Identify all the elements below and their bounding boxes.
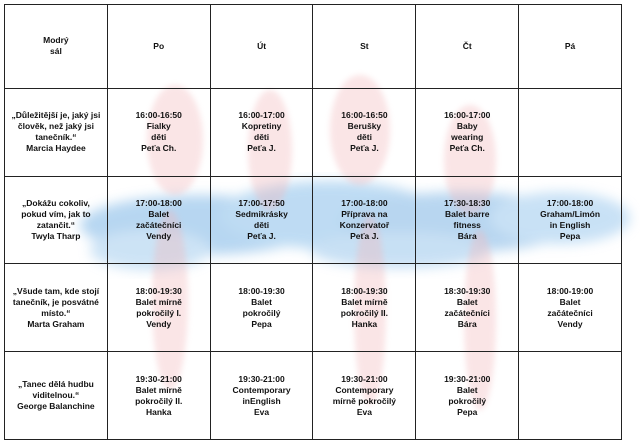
quote-line: tanečník.“: [35, 132, 77, 143]
quote-line: „Důležitější je, jaký jsi: [11, 110, 101, 121]
class-time: 18:00-19:00: [546, 285, 594, 296]
quote-author: Marcia Haydee: [26, 143, 86, 154]
class-level: pokročilý: [448, 395, 487, 406]
class-teacher: Vendy: [146, 318, 172, 329]
day-header-thu: Čt: [416, 5, 519, 89]
class-cell: [416, 352, 519, 440]
class-cell: [107, 176, 210, 264]
hall-name-line: sál: [50, 46, 62, 57]
class-cell: [313, 176, 416, 264]
class-level: děti: [254, 132, 270, 143]
class-teacher: Bára: [457, 230, 477, 241]
class-teacher: Bára: [457, 318, 477, 329]
quote-line: místo.“: [41, 307, 71, 318]
class-time: 17:00-18:00: [546, 197, 594, 208]
empty-cell: [519, 352, 622, 440]
class-cell: [210, 176, 313, 264]
class-name: Fialky: [146, 121, 171, 132]
class-level: pokročilý: [242, 307, 281, 318]
class-level: fitness: [453, 219, 481, 230]
class-cell: [107, 88, 210, 176]
class-cell: [210, 88, 313, 176]
class-level: začátečníci: [136, 219, 182, 230]
class-teacher: Pepa: [457, 406, 478, 417]
class-time: 19:30-21:00: [238, 373, 285, 384]
quote-line: viditelnou.“: [32, 390, 80, 401]
class-cell: [313, 264, 416, 352]
class-teacher: Eva: [356, 406, 372, 417]
class-cell: [416, 88, 519, 176]
class-name: Balet mírně: [135, 296, 182, 307]
class-time: 19:30-21:00: [135, 373, 182, 384]
class-time: 16:00-16:50: [135, 110, 182, 121]
class-time: 18:00-19:30: [238, 285, 285, 296]
class-teacher: Peťa Ch.: [141, 143, 177, 154]
class-name: Baby: [456, 121, 478, 132]
class-name: Contemporary: [335, 384, 394, 395]
class-time: 16:00-17:00: [444, 110, 491, 121]
class-time: 19:30-21:00: [341, 373, 388, 384]
schedule-table: [4, 4, 622, 440]
quote-line: „Všude tam, kde stojí: [12, 285, 100, 296]
class-cell: [519, 264, 622, 352]
class-teacher: Peťa J.: [247, 230, 276, 241]
class-teacher: Pepa: [251, 318, 272, 329]
empty-cell: [519, 88, 622, 176]
class-cell: [416, 264, 519, 352]
class-time: 19:30-21:00: [444, 373, 491, 384]
class-name: Balet mírně: [135, 384, 182, 395]
class-teacher: Hanka: [145, 406, 172, 417]
class-time: 16:00-16:50: [341, 110, 388, 121]
class-teacher: Vendy: [146, 230, 172, 241]
class-time: 17:00-18:00: [341, 197, 388, 208]
class-teacher: Peťa J.: [350, 143, 379, 154]
class-name: Balet: [251, 296, 272, 307]
class-level: děti: [254, 219, 270, 230]
header-row: [5, 5, 622, 89]
class-teacher: Vendy: [557, 318, 583, 329]
class-name: Contemporary: [232, 384, 291, 395]
day-header-wed: St: [313, 5, 416, 89]
quote-line: „Tanec dělá hudbu: [17, 379, 94, 390]
class-cell: [107, 352, 210, 440]
quote-line: tanečník, je posvátné: [12, 296, 99, 307]
class-name: Graham/Limón: [540, 208, 601, 219]
class-name: Sedmikrásky: [235, 208, 288, 219]
quote-author: Marta Graham: [27, 318, 85, 329]
class-level: Konzervatoř: [339, 219, 390, 230]
class-name: Balet mírně: [341, 296, 388, 307]
class-name: Berušky: [347, 121, 382, 132]
quote-cell: [5, 352, 108, 440]
class-cell: [519, 176, 622, 264]
class-teacher: Peťa J.: [247, 143, 276, 154]
quote-line: zatančit.“: [36, 219, 76, 230]
class-cell: [313, 352, 416, 440]
schedule-row: [5, 176, 622, 264]
class-level: wearing: [451, 132, 484, 143]
class-cell: [210, 264, 313, 352]
class-time: 18:00-19:30: [341, 285, 388, 296]
hall-name-cell: [5, 5, 108, 89]
class-level: děti: [356, 132, 372, 143]
day-header-tue: Út: [210, 5, 313, 89]
hall-name-line: Modrý: [43, 35, 69, 46]
class-level: pokročilý II.: [340, 307, 389, 318]
class-name: Příprava na: [341, 208, 388, 219]
class-cell: [416, 176, 519, 264]
class-name: Balet: [456, 384, 478, 395]
class-level: pokročilý II.: [135, 395, 183, 406]
class-level: pokročilý I.: [136, 307, 182, 318]
class-teacher: Peťa J.: [350, 230, 379, 241]
class-cell: [210, 352, 313, 440]
class-level: děti: [151, 132, 167, 143]
quote-author: Twyla Tharp: [31, 230, 81, 241]
class-teacher: Pepa: [559, 230, 581, 241]
class-cell: [313, 88, 416, 176]
class-time: 18:30-19:30: [444, 285, 491, 296]
quote-cell: [5, 264, 108, 352]
class-level: začátečníci: [547, 307, 593, 318]
class-level: inEnglish: [242, 395, 281, 406]
class-level: mírně pokročilý: [332, 395, 397, 406]
class-level: začátečníci: [444, 307, 490, 318]
schedule-row: [5, 88, 622, 176]
quote-line: člověk, než jaký jsi: [17, 121, 94, 132]
class-name: Balet barre: [445, 208, 490, 219]
class-name: Balet: [456, 296, 478, 307]
class-time: 16:00-17:00: [238, 110, 285, 121]
quote-line: „Dokážu cokoliv,: [21, 197, 90, 208]
class-name: Balet: [148, 208, 170, 219]
class-time: 18:00-19:30: [135, 285, 182, 296]
quote-line: pokud vím, jak to: [21, 208, 91, 219]
class-time: 17:00-18:00: [135, 197, 182, 208]
class-name: Kopretiny: [241, 121, 282, 132]
class-teacher: Hanka: [351, 318, 378, 329]
quote-author: George Balanchine: [17, 401, 95, 412]
quote-cell: [5, 176, 108, 264]
day-header-fri: Pá: [519, 5, 622, 89]
schedule-row: [5, 264, 622, 352]
class-cell: [107, 264, 210, 352]
day-header-mon: Po: [107, 5, 210, 89]
class-teacher: Eva: [254, 406, 270, 417]
schedule-row: [5, 352, 622, 440]
quote-cell: [5, 88, 108, 176]
class-time: 17:00-17:50: [238, 197, 285, 208]
class-time: 17:30-18:30: [444, 197, 491, 208]
class-name: Balet: [559, 296, 581, 307]
class-level: in English: [549, 219, 591, 230]
class-teacher: Peťa Ch.: [449, 143, 485, 154]
